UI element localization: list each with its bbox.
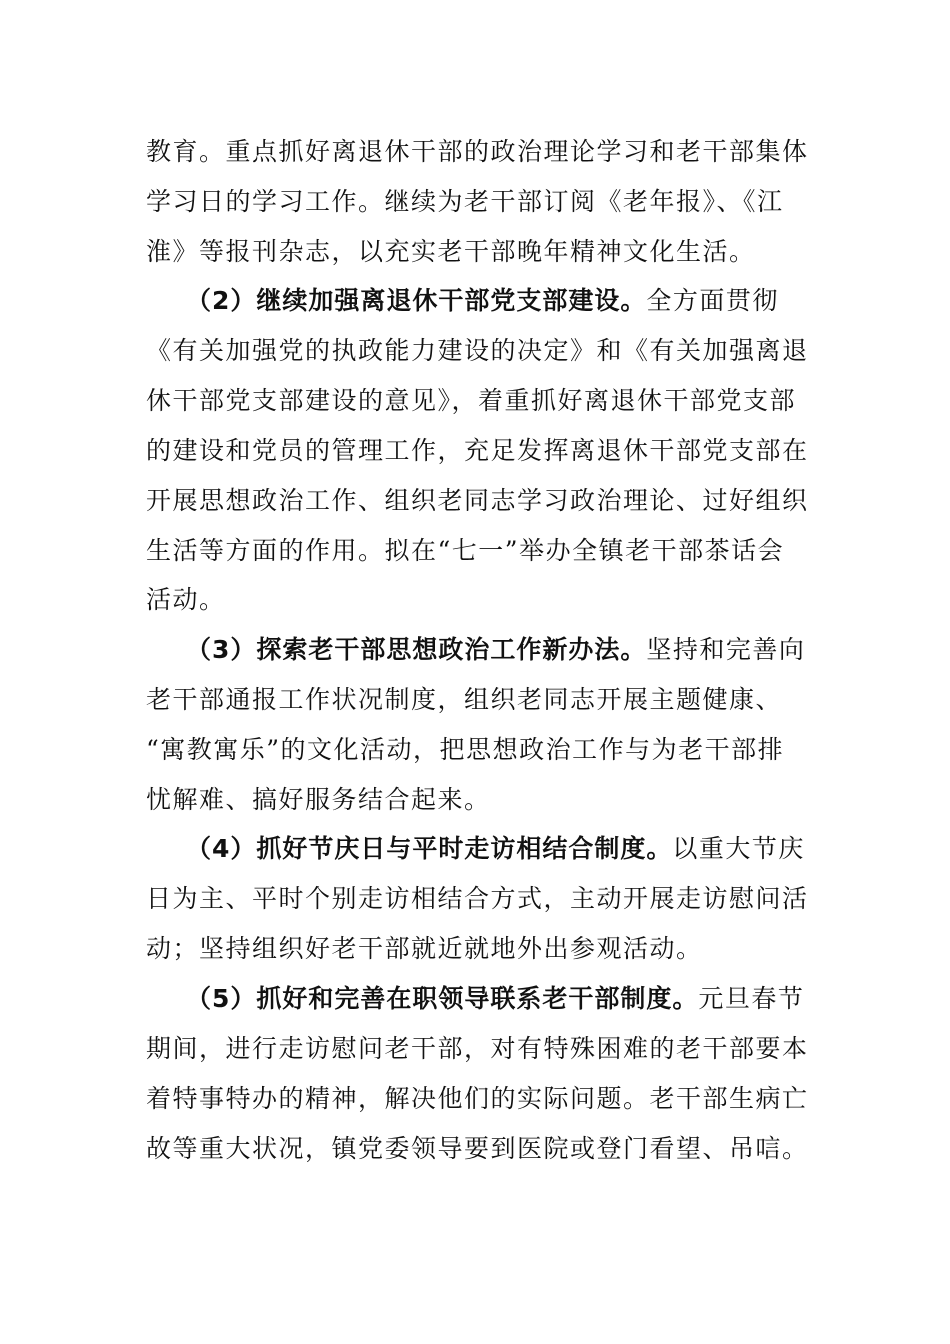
item-3-heading: （3）探索老干部思想政治工作新办法。 xyxy=(186,635,647,664)
item-5-line: 期间，进行走访慰问老干部，对有特殊困难的老干部要本 xyxy=(146,1034,809,1063)
item-5-first-line-rest: 元旦春节 xyxy=(698,984,805,1013)
item-3-line: 老干部通报工作状况制度，组织老同志开展主题健康、 xyxy=(146,685,783,714)
intro-line: 淮》等报刊杂志，以充实老干部晚年精神文化生活。 xyxy=(146,237,756,266)
item-2-line: 《有关加强党的执政能力建设的决定》和《有关加强离退 xyxy=(146,336,809,365)
item-2-line: 的建设和党员的管理工作，充足发挥离退休干部党支部在 xyxy=(146,436,809,465)
item-2-first-line xyxy=(186,285,796,317)
item-5-line: 故等重大状况，镇党委领导要到医院或登门看望、吊唁。 xyxy=(146,1134,809,1163)
item-4-first-line xyxy=(186,833,805,865)
item-3-first-line-rest: 坚持和完善向 xyxy=(646,635,806,664)
item-2-line: 休干部党支部建设的意见》，着重抓好离退休干部党支部 xyxy=(146,386,797,415)
item-4-line: 日为主、平时个别走访相结合方式，主动开展走访慰问活 xyxy=(146,884,809,913)
intro-line: 学习日的学习工作。继续为老干部订阅《老年报》、《江 xyxy=(146,187,784,216)
item-2-line: 活动。 xyxy=(146,585,226,614)
item-3-line: 忧解难、搞好服务结合起来。 xyxy=(146,785,491,814)
item-2-heading: （2）继续加强离退休干部党支部建设。 xyxy=(186,286,647,315)
item-5-heading: （5）抓好和完善在职领导联系老干部制度。 xyxy=(186,984,699,1013)
item-4-line: 动；坚持组织好老干部就近就地外出参观活动。 xyxy=(146,934,703,963)
item-2-line: 开展思想政治工作、组织老同志学习政治理论、过好组织 xyxy=(146,486,809,515)
item-2-line: 生活等方面的作用。拟在“七一”举办全镇老干部茶话会 xyxy=(146,536,785,565)
item-5-first-line xyxy=(186,983,805,1015)
item-5-line: 着特事特办的精神，解决他们的实际问题。老干部生病亡 xyxy=(146,1084,809,1113)
intro-line: 教育。重点抓好离退休干部的政治理论学习和老干部集体 xyxy=(146,137,809,166)
item-2-first-line-rest: 全方面贯彻 xyxy=(646,286,779,315)
item-4-heading: （4）抓好节庆日与平时走访相结合制度。 xyxy=(186,834,673,863)
item-4-first-line-rest: 以重大节庆 xyxy=(672,834,805,863)
item-3-line: “寓教寓乐”的文化活动，把思想政治工作与为老干部排 xyxy=(146,735,785,764)
item-3-first-line xyxy=(186,634,806,666)
